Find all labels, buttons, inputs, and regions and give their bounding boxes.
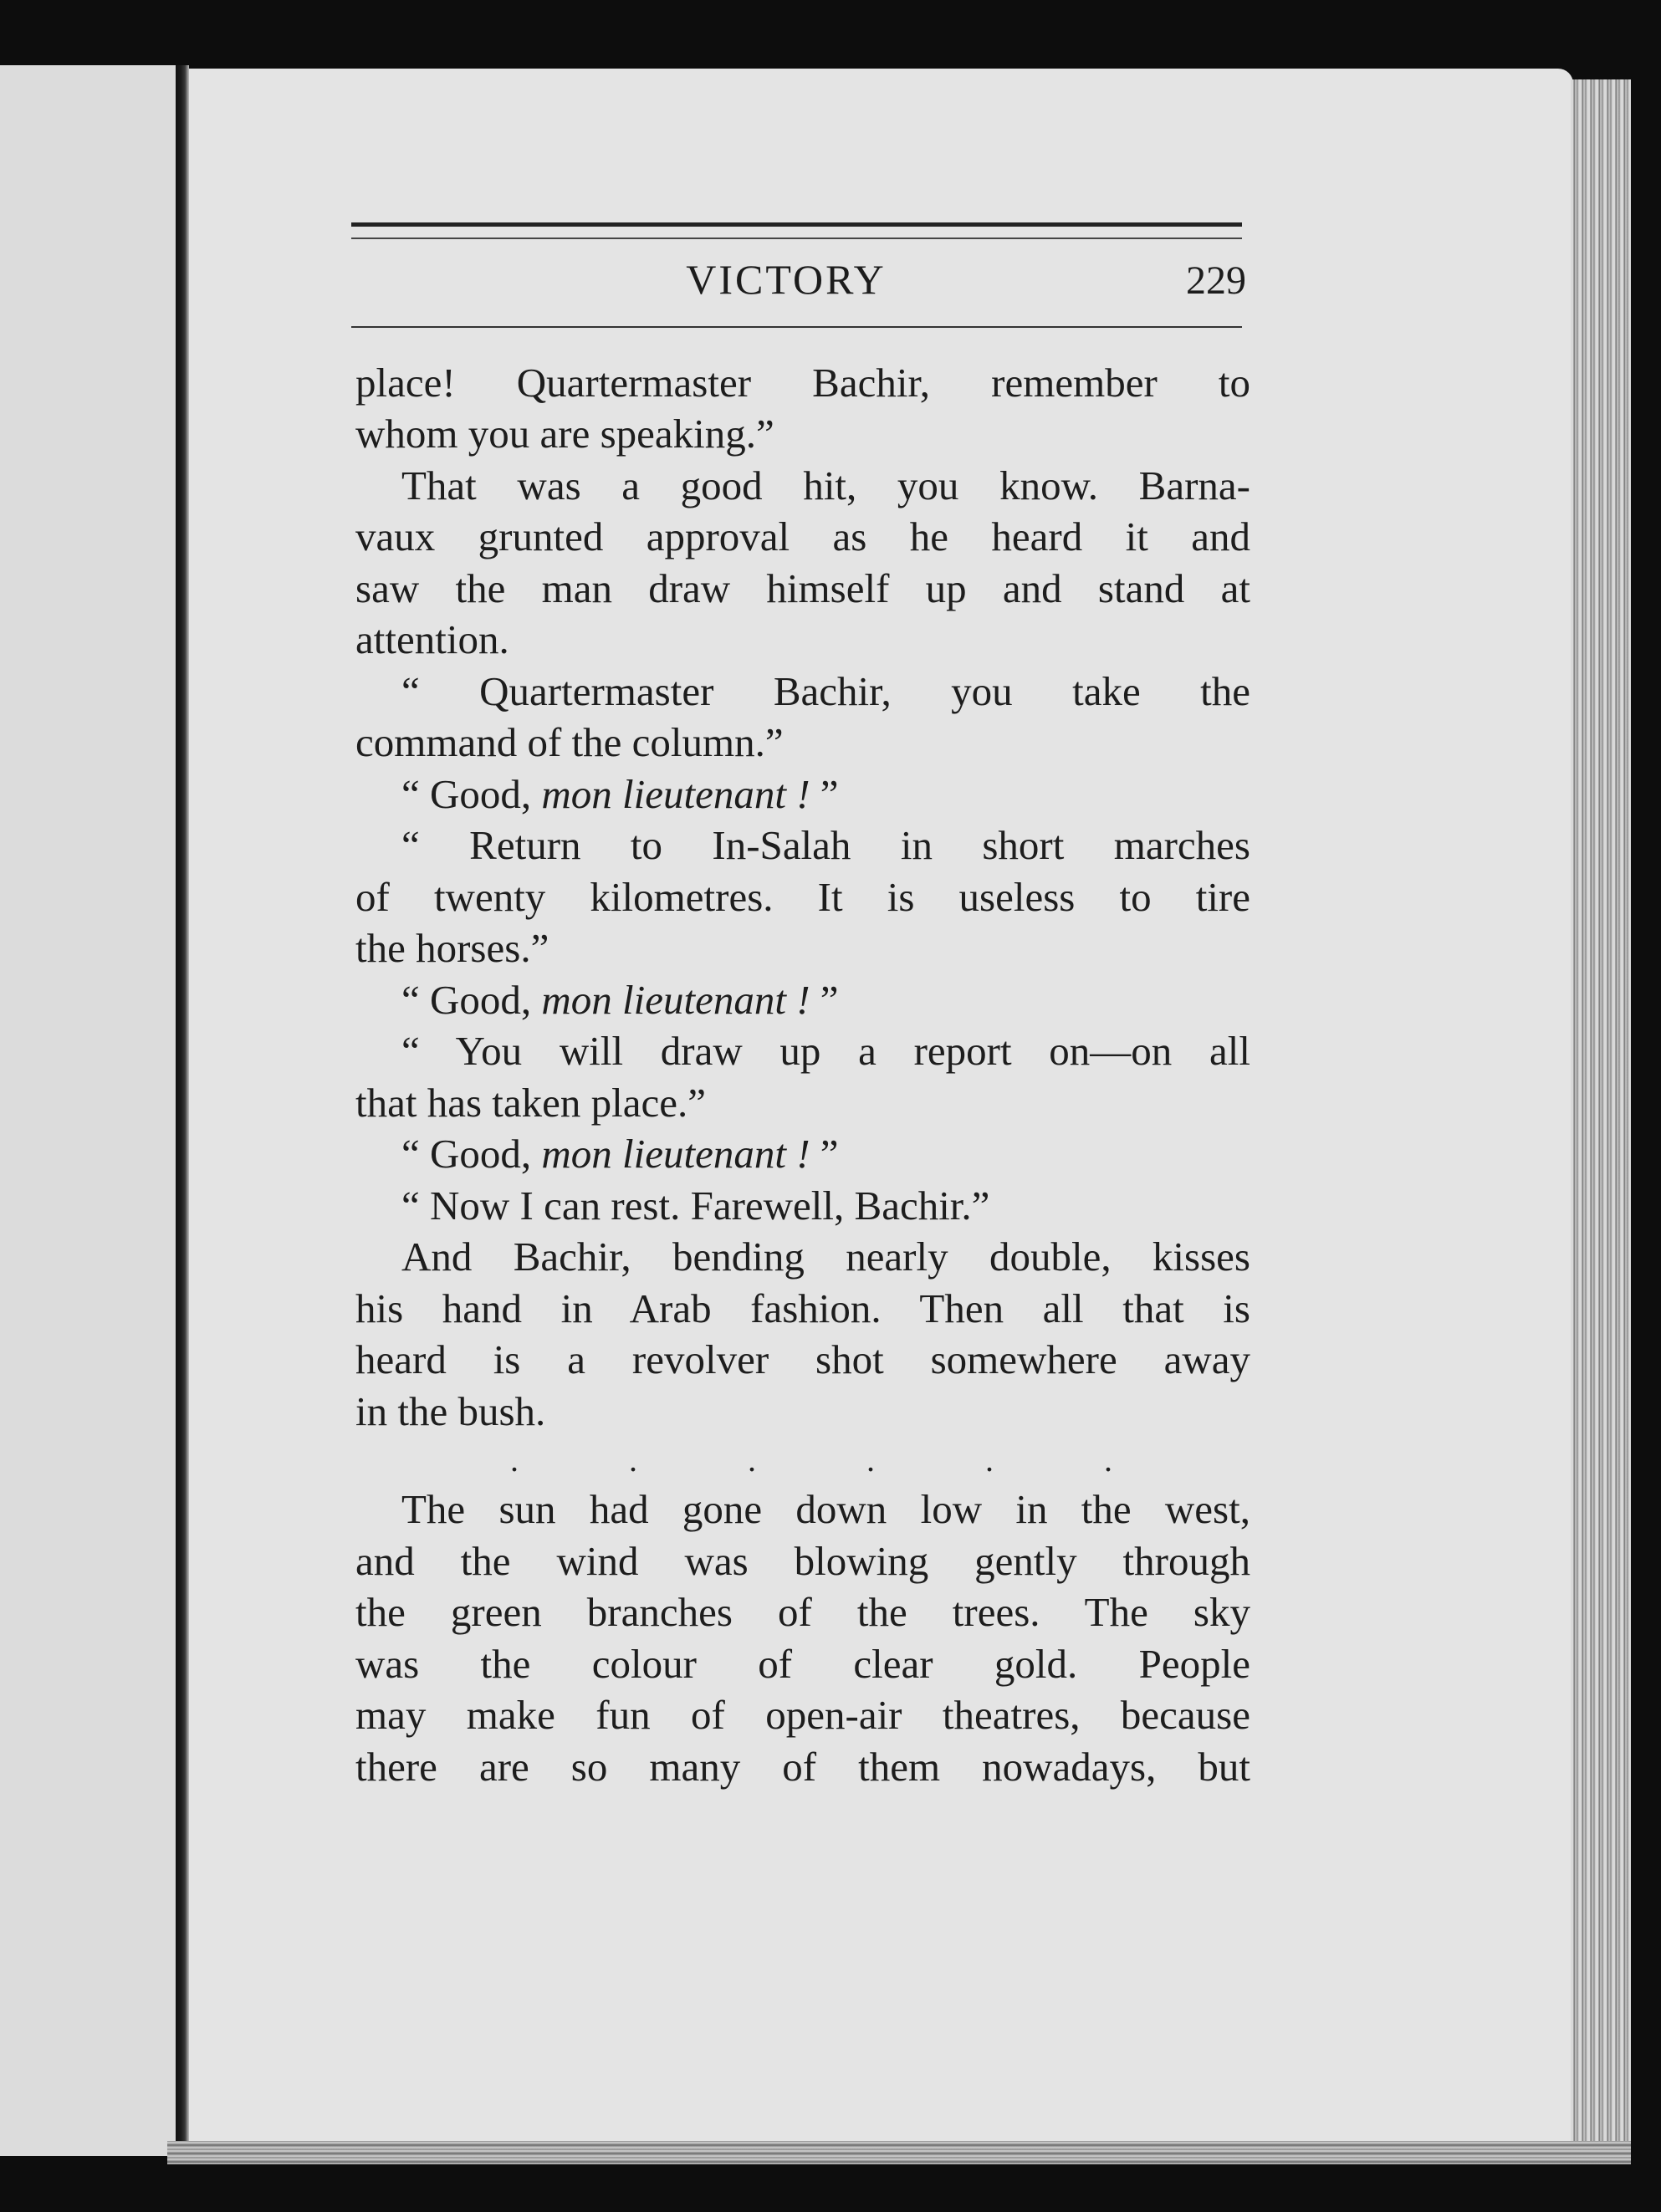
section-break: . . . . . .: [510, 1441, 1112, 1479]
text-line: in the bush.: [355, 1388, 546, 1434]
header-rule-thick: [351, 222, 1242, 227]
text-line: And Bachir, bending nearly double, kisses: [401, 1234, 1250, 1280]
header-rule-thin: [351, 238, 1242, 239]
dialogue-open: “ Good,: [401, 977, 542, 1023]
text-line: “ Return to In-Salah in short marches: [401, 822, 1250, 868]
text-line: his hand in Arab fashion. Then all that is: [355, 1285, 1250, 1331]
text-line: attention.: [355, 616, 509, 662]
text-line: That was a good hit, you know. Barna-: [401, 462, 1250, 508]
running-head: VICTORY: [686, 256, 887, 303]
text-line: the green branches of the trees. The sky: [355, 1589, 1250, 1635]
text-line: may make fun of open-air theatres, because: [355, 1692, 1250, 1738]
page-stack-edge: [1571, 79, 1631, 2145]
text-line: was the colour of clear gold. People: [355, 1641, 1250, 1687]
header-rule-bottom: [351, 326, 1242, 328]
text-line: and the wind was blowing gently through: [355, 1538, 1250, 1584]
page-stack-bottom-edge: [167, 2141, 1631, 2164]
dialogue-open: “ Good,: [401, 1131, 542, 1177]
italic-phrase: mon lieutenant !: [541, 1131, 810, 1177]
italic-phrase: mon lieutenant !: [541, 771, 810, 817]
text-line: of twenty kilometres. It is useless to tire: [355, 874, 1250, 920]
dialogue-line: [401, 1129, 1250, 1181]
facing-page-edge: [0, 65, 180, 2156]
text-line: the horses.”: [355, 925, 549, 971]
dialogue-line: [401, 975, 1250, 1027]
text-line: place! Quartermaster Bachir, remember to: [355, 360, 1250, 406]
text-line: command of the column.”: [355, 719, 784, 765]
dialogue-close: ”: [810, 977, 839, 1023]
text-line: that has taken place.”: [355, 1080, 707, 1126]
text-line: The sun had gone down low in the west,: [401, 1486, 1250, 1532]
text-line: saw the man draw himself up and stand at: [355, 565, 1250, 611]
text-line: heard is a revolver shot somewhere away: [355, 1336, 1250, 1382]
text-line: “ Quartermaster Bachir, you take the: [401, 668, 1250, 714]
text-line: “ Now I can rest. Farewell, Bachir.”: [401, 1183, 990, 1229]
text-line: whom you are speaking.”: [355, 411, 774, 457]
dialogue-close: ”: [810, 1131, 839, 1177]
text-line: there are so many of them nowadays, but: [355, 1744, 1250, 1790]
text-line: vaux grunted approval as he heard it and: [355, 513, 1250, 559]
dialogue-close: ”: [810, 771, 839, 817]
page-number: 229: [1186, 258, 1246, 303]
dialogue-line: [401, 769, 1250, 821]
italic-phrase: mon lieutenant !: [541, 977, 810, 1023]
text-line: “ You will draw up a report on—on all: [401, 1028, 1250, 1074]
book-gutter: [176, 65, 189, 2164]
dialogue-open: “ Good,: [401, 771, 542, 817]
